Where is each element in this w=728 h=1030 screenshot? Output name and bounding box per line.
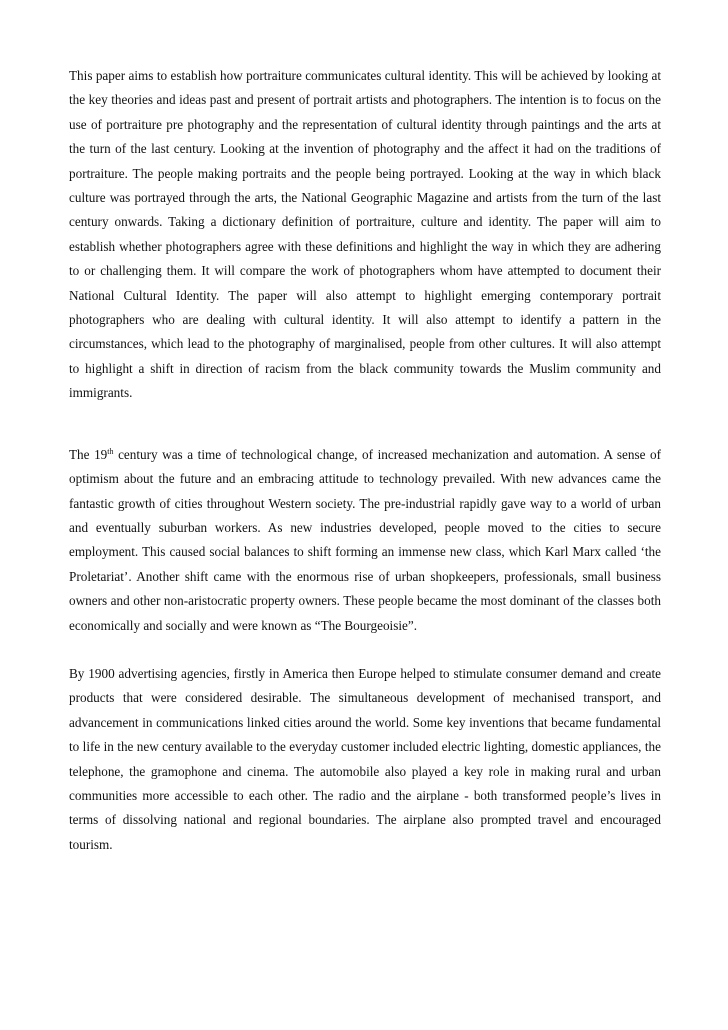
paragraph-text-rest: century was a time of technological change, of increased mechanization and automation. A sense of optimism about the future and an embracing attitude to technology prevailed. With new advances came the fantastic growth of cities throughout Western society. The pre-industrial rapidly gave way to a world of urban and eventually suburban workers. As new industries developed, people moved to the cities to secure employment. This caused social balances to shift forming an immense new class, which Karl Marx called ‘the Proletariat’. Another shift came with the enormous rise of urban shopkeepers, professionals, small business owners and other non-aristocratic property owners. These people became the most dominant of the classes both economically and socially and were known as “The Bourgeoisie”. [69, 446, 661, 633]
ordinal-superscript: th [107, 446, 114, 456]
paragraph-nineteen-hundred: By 1900 advertising agencies, firstly in America then Europe helped to stimulate consumer demand and create products that were considered desirable. The simultaneous development of mechanised transport, and advancement in communications linked cities around the world. Some key inventions that became fundamental to life in the new century available to the everyday customer included electric lighting, domestic appliances, the telephone, the gramophone and cinema. The automobile also played a key role in making rural and urban communities more accessible to each other. The radio and the airplane - both transformed people’s lives in terms of dissolving national and regional boundaries. The airplane also prompted travel and encouraged tourism. [69, 665, 661, 852]
paragraph-intro: This paper aims to establish how portraiture communicates cultural identity. This will be achieved by looking at the key theories and ideas past and present of portrait artists and photographers. The intention is to focus on the use of portraiture pre photography and the representation of cultural identity through paintings and the arts at the turn of the last century. Looking at the invention of photography and the affect it had on the traditions of portraiture. The people making portraits and the people being portrayed. Looking at the way in which black culture was portrayed through the arts, the National Geographic Magazine and artists from the turn of the last century onwards. Taking a dictionary definition of portraiture, culture and identity. The paper will aim to establish whether photographers agree with these definitions and highlight the way in which they are adhering to or challenging them. It will compare the work of photographers whom have attempted to document their National Cultural Identity. The paper will also attempt to highlight emerging contemporary portrait photographers who are dealing with cultural identity. It will also attempt to identify a pattern in the circumstances, which lead to the photography of marginalised, people from other cultures. It will also attempt to highlight a shift in direction of racism from the black community towards the Muslim community and immigrants. [69, 68, 661, 401]
paragraph-nineteenth-century [69, 443, 661, 638]
paragraph-text-start: The 19 [69, 446, 108, 462]
document-page [69, 64, 661, 857]
